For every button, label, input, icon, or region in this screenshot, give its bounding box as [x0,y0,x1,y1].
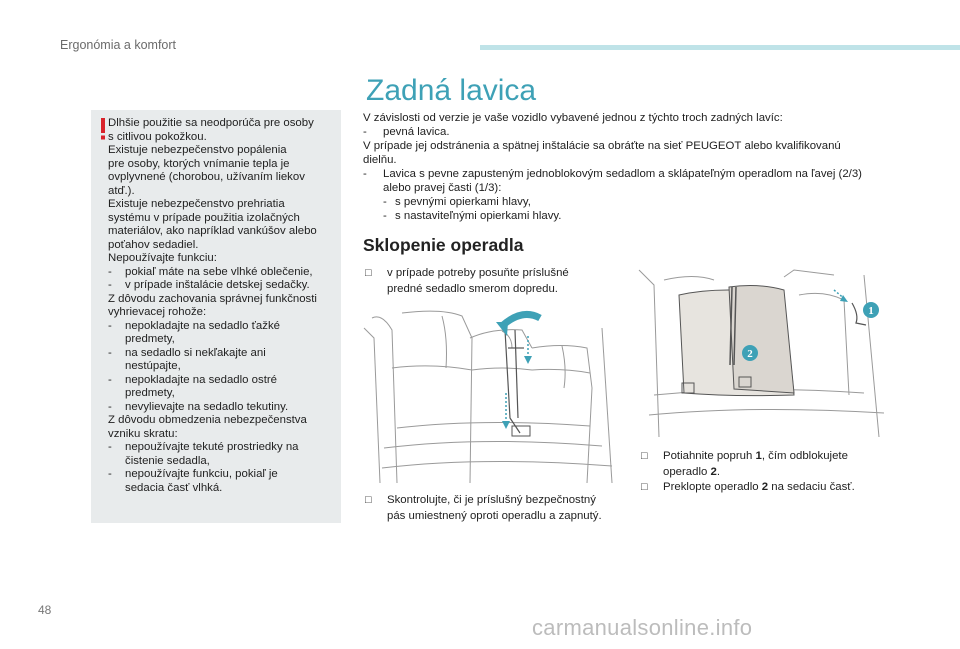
step-instruction: □ Skontrolujte, či je príslušný bezpečnostný pás umiestnený oproti operadlu a zapnutý. [365,493,620,524]
warning-line: Nepoužívajte funkciu: [108,252,217,264]
list-item: - nepoužívajte tekuté prostriedky na čistenie sedadla, [108,441,299,467]
list-item: - pevná lavica. [363,126,450,138]
warning-line: Dlhšie použitie sa neodporúča pre osoby [108,117,314,129]
intro-line: V závislosti od verzie je vaše vozidlo vybavené jednou z týchto troch zadných lavíc: [363,112,783,124]
list-item: - v prípade inštalácie detskej sedačky. [108,279,310,291]
step-instruction: □ v prípade potreby posuňte príslušné predné sedadlo smerom dopredu. [365,266,605,297]
step-instruction: □ Preklopte operadlo 2 na sedaciu časť. [641,480,881,496]
header-bar [480,45,960,50]
list-item: - na sedadlo si nekľakajte ani nestúpajte, [108,346,266,372]
checkbox-bullet-icon: □ [365,494,372,506]
section-subtitle: Sklopenie operadla [363,235,524,255]
intro-text [363,111,903,223]
step-instruction: □ Potiahnite popruh 1, čím odblokujete operadlo 2. [641,449,881,480]
watermark: carmanualsonline.info [532,615,753,640]
list-subitem: - s pevnými opierkami hlavy, [383,196,531,208]
warning-line: materiálov, ako napríklad vankúšov alebo [108,225,317,237]
warning-line: ovplyvnené (chorobou, užívaním liekov [108,171,305,183]
warning-line: s citlivou pokožkou. [108,130,207,143]
section-title: Ergonómia a komfort [60,38,177,52]
warning-line: Existuje nebezpečenstvo popálenia [108,144,287,156]
callout-2: 2 [747,348,753,360]
warning-line: Z dôvodu zachovania správnej funkčnosti [108,292,317,305]
seat-belt-illustration [362,308,624,483]
list-item: - nevylievajte na sedadlo tekutiny. [108,400,289,413]
warning-line: vzniku skratu: [108,427,178,440]
warning-line: systému v prípade použitia izolačných [108,211,300,224]
page-title: Zadná lavica [366,74,537,107]
list-item: - nepokladajte na sedadlo ostré predmety, [108,373,277,399]
list-subitem: - s nastaviteľnými opierkami hlavy. [383,210,562,222]
callout-1: 1 [868,305,874,317]
warning-line: pre osoby, ktorých vnímanie tepla je [108,157,290,170]
brand-name: PEUGEOT [685,140,742,152]
intro-line: V prípade jej odstránenia a spätnej inštalácie sa obráťte na sieť PEUGEOT alebo kvalifikovanú [363,140,841,152]
warning-line: Z dôvodu obmedzenia nebezpečenstva [108,414,307,426]
warning-text [108,117,338,495]
list-item: - pokiaľ máte na sebe vlhké oblečenie, [108,265,313,278]
intro-line: dielňu. [363,154,397,166]
checkbox-bullet-icon: □ [641,481,648,493]
list-item: - nepoužívajte funkciu, pokiaľ je sedacia časť vlhká. [108,468,278,494]
checkbox-bullet-icon: □ [365,267,372,279]
list-item: - nepokladajte na sedadlo ťažké predmety, [108,319,280,345]
list-item: - Lavica s pevne zapusteným jednoblokovým sedadlom a sklápateľným operadlom na ľavej (2/3) alebo pravej časti (1/3): [363,168,862,194]
warning-line: Existuje nebezpečenstvo prehriatia [108,198,285,210]
checkbox-bullet-icon: □ [641,450,648,462]
warning-line: poťahov sedadiel. [108,238,199,251]
step-instructions [641,449,881,496]
warning-line: atď.). [108,184,135,197]
page-number: 48 [38,603,52,617]
backrest-fold-illustration [634,265,894,437]
warning-line: vyhrievacej rohože: [108,306,207,318]
exclamation-icon [98,118,108,140]
